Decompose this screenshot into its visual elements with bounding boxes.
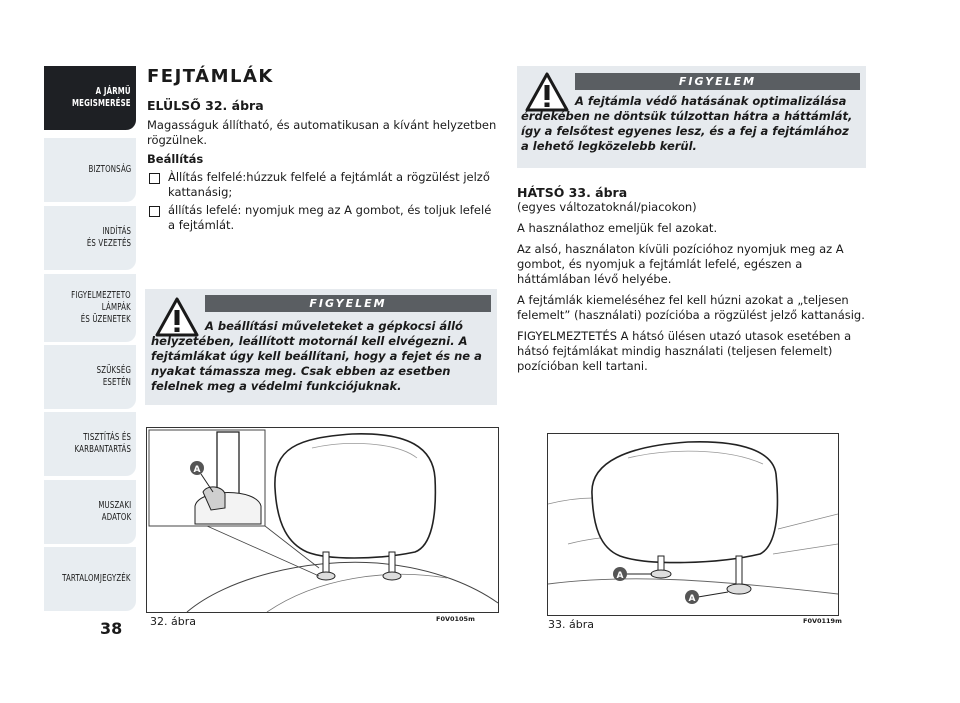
- sidebar-tab-biztonsag[interactable]: [44, 138, 136, 202]
- figure-33-code: F0V0119m: [803, 617, 842, 625]
- settings-heading: Beállítás: [147, 152, 204, 166]
- sidebar-tab-label: FIGYELMEZTETŐ LÁMPÁK ÉS ÜZENETEK: [71, 290, 132, 325]
- right-text-column: [517, 185, 867, 374]
- warning-text: A fejtámla védő hatásának optimalizálása érdekében ne döntsük túlzottan hátra a háttámlát, így a felsőtest egyenes lesz, és a fej a fejtámlához a lehető legközelebb kerül.: [521, 94, 853, 153]
- headrest-illustration: [147, 428, 498, 612]
- sidebar-tab-label: TARTALOMJEGYZÉK: [62, 573, 132, 584]
- sidebar-tab-label: MŰSZAKI ADATOK: [98, 500, 132, 523]
- paragraph: FIGYELMEZTETÉS A hátsó ülésen utazó utasok esetében a hátsó fejtámlákat mindig használati (teljesen felemelt) pozícióban kell tartani.: [517, 329, 852, 373]
- warning-text: A beállítási műveleteket a gépkocsi álló helyzetében, leállított motornál kell elvégezni. A fejtámlákat úgy kell beállítani, hogy a fejet és ne a nyakat támassza meg. Csak ebben az esetben felelnek meg a védelmi funkciójuknak.: [151, 319, 482, 393]
- left-text-column: [147, 98, 497, 233]
- callout-a-label: A: [616, 571, 624, 581]
- paragraph: A fejtámlák kiemeléséhez fel kell húzni azokat a „teljesen felemelt” (használati) pozícióba a rögzülést jelző kattanásig.: [517, 293, 865, 322]
- sidebar-tab-label: INDÍTÁS ÉS VEZETÉS: [86, 226, 132, 249]
- sidebar-tab-label: SZÜKSÉG ESETÉN: [96, 365, 132, 388]
- figure-32: [146, 427, 499, 613]
- sidebar-tab-figyelmezteto[interactable]: [44, 274, 136, 342]
- sidebar-tab-label: BIZTONSÁG: [88, 164, 132, 175]
- page-number: 38: [100, 619, 123, 638]
- sidebar-tab-tisztitas[interactable]: [44, 412, 136, 476]
- figure-32-code: F0V0105m: [436, 615, 475, 623]
- page-title: FEJTÁMLÁK: [147, 66, 274, 87]
- paragraph: Az alsó, használaton kívüli pozícióhoz nyomjuk meg az A gombot, és nyomjuk a fejtámlát lefelé, egészen a háttámlában lévő helyébe.: [517, 242, 844, 286]
- warning-header: FIGYELEM: [575, 73, 860, 90]
- sidebar-tab-inditas[interactable]: [44, 206, 136, 270]
- warning-box-right: [517, 66, 866, 168]
- checkbox-bullet-icon: [149, 173, 160, 184]
- figure-32-caption: 32. ábra: [150, 615, 196, 628]
- list-item-text: állítás lefelé: nyomjuk meg az A gombot, és toljuk lefelé a fejtámlát.: [168, 203, 492, 232]
- list-item: [147, 203, 497, 233]
- checkbox-bullet-icon: [149, 206, 160, 217]
- rear-heading: HÁTSÓ 33. ábra: [517, 185, 628, 200]
- figure-33-caption: 33. ábra: [548, 618, 594, 631]
- sidebar-tab-szukseg[interactable]: [44, 345, 136, 409]
- callout-a-label: A: [193, 465, 201, 475]
- rear-headrest-illustration: [548, 434, 838, 615]
- warning-header: FIGYELEM: [205, 295, 491, 312]
- sidebar-tab-label: TISZTÍTÁS ÉS KARBANTARTÁS: [74, 432, 132, 455]
- callout-a-label: A: [688, 594, 696, 604]
- warning-box-left: [145, 289, 497, 405]
- sidebar-tab-jarmu-megismerese[interactable]: [44, 66, 136, 130]
- sidebar-tab-tartalomjegyzek[interactable]: [44, 547, 136, 611]
- list-item-text: Àllítás felfelé:húzzuk felfelé a fejtámlát a rögzülést jelző kattanásig;: [168, 170, 490, 199]
- intro-text: Magasságuk állítható, és automatikusan a kívánt helyzetben rögzülnek.: [147, 118, 497, 147]
- sidebar-tab-label: A JÁRMŰ MEGISMERÉSE: [72, 86, 132, 109]
- paragraph: A használathoz emeljük fel azokat.: [517, 221, 718, 235]
- front-heading: ELÜLSŐ 32. ábra: [147, 98, 264, 113]
- rear-subheading: (egyes változatoknál/piacokon): [517, 200, 697, 214]
- list-item: [147, 170, 497, 200]
- sidebar-tab-muszaki[interactable]: [44, 480, 136, 544]
- figure-33: [547, 433, 839, 616]
